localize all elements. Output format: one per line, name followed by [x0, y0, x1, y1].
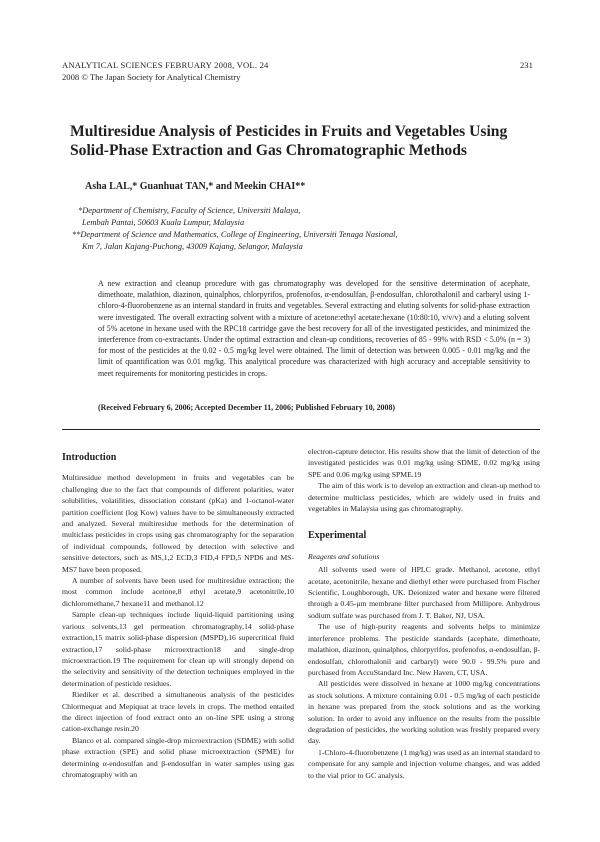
author-list: Asha LAL,* Guanhuat TAN,* and Meekin CHAI**	[85, 181, 306, 192]
received-dates: (Received February 6, 2006; Accepted December 11, 2006; Published February 10, 2008)	[98, 403, 396, 412]
journal-header: ANALYTICAL SCIENCES FEBRUARY 2008, VOL. 24	[62, 60, 269, 70]
page-number: 231	[520, 60, 533, 70]
left-column	[62, 446, 294, 780]
paper-title	[70, 122, 540, 160]
affiliation-1-line-1: *Department of Chemistry, Faculty of Science, Universiti Malaya,	[78, 206, 301, 215]
intro-paragraph-4: Riediker et al. described a simultaneous analysis of the pesticides Chlormequat and Mepiquat at trace levels in crops. The method entailed the direct injection of food extract onto an on-line SPE using a strong cation-exchange resin.20	[62, 690, 294, 734]
experimental-heading: Experimental	[308, 530, 367, 542]
experimental-paragraph-4: 1-Chloro-4-fluorobenzene (1 mg/kg) was used as an internal standard to compensate for any sample and injection volume changes, and was added to the vial prior to GC analysis.	[308, 747, 540, 780]
experimental-paragraph-2: The use of high-purity reagents and solvents helps to minimize interference problems. The pesticide standards (acephate, dimethoate, malathion, diazinon, quinalphos, chlorpyrifos, profenofos, α-endosulfan, β-endosulfan, chlorothalonil and carbaryl) were 90.0 - 99.5% pure and purchased from AccuStandard Inc. New Haven, CT, USA.	[308, 622, 540, 677]
copyright-line: 2008 © The Japan Society for Analytical Chemistry	[62, 72, 241, 82]
affiliation-2-line-2: Km 7, Jalan Kajang-Puchong, 43009 Kajang, Selangor, Malaysia	[82, 241, 303, 251]
introduction-heading: Introduction	[62, 452, 117, 463]
experimental-paragraph-1: All solvents used were of HPLC grade. Methanol, acetone, ethyl acetate, acetonitrile, hexane and diethyl ether were purchased from Fischer Scientific, Loughborough, UK. Deionized water and hexane were filtered through a 0.45-μm membrane filter purchased from Millipore. Anhydrous sodium sulfate was purchased from J. T. Baker, NJ, USA.	[308, 565, 540, 620]
abstract: A new extraction and cleanup procedure with gas chromatography was developed for the sensitive determination of acephate, dimethoate, malathion, diazinon, quinalphos, chlorpyrifos, profenofos, α-endosulfan, β-endosulfan, chlorothalonil and carbaryl using 1-chloro-4-fluorobenzene as an internal standard in fruits and vegetables. Several extracting and eluting solvents for solid-phase extraction were investigated. The overall extracting solvent with a mixture of acetone:ethyl acetate:hexane (10:80:10, v/v/v) and a eluting solvent of 5% acetone in hexane used with the RPC18 cartridge gave the best recovery for all of the investigated pesticides, and minimized the interference from co-extractants. Under the optimal extraction and clean-up conditions, recoveries of 85 - 99% with RSD < 5.0% (n = 3) for most of the pesticides at the 0.02 - 0.5 mg/kg level were obtained. The limit of detection was between 0.005 - 0.01 mg/kg and the limit of quantification was 0.01 mg/kg. This analytical procedure was characterized with high accuracy and acceptable sensitivity to meet requirements for monitoring pesticides in crops.	[98, 279, 530, 378]
reagents-subheading: Reagents and solutions	[308, 551, 380, 561]
intro-paragraph-6: electron-capture detector. His results show that the limit of detection of the investigated pesticides was 0.01 mg/kg using SDME, 0.02 mg/kg using SPE and 0.06 mg/kg using SPME.19	[308, 447, 540, 479]
intro-paragraph-2: A number of solvents have been used for multiresidue extraction; the most common include acetone,8 ethyl acetate,9 acetonitrile,10 dichloromethane,7 hexane11 and methanol.12	[62, 576, 294, 608]
affiliation-1-line-2: Lembah Pantai, 50603 Kuala Lumpur, Malaysia	[82, 217, 245, 227]
title-line-2: Solid-Phase Extraction and Gas Chromatographic Methods	[70, 142, 467, 159]
intro-paragraph-3: Sample clean-up techniques include liquid-liquid partitioning using various solvents,13 gel permeation chromatography,14 solid-phase extraction,15 matrix solid-phase dispersion (MSPD),16 supercritical fluid extraction,17 solid-phase microextraction18 and single-drop microextraction.19 The requirement for clean up will strongly depend on the selectivity and sensitivity of the detection techniques employed in the determination of pesticide residues.	[62, 610, 294, 688]
right-column	[308, 446, 540, 781]
affiliation-2	[72, 229, 398, 252]
section-divider	[62, 429, 540, 430]
title-line-1: Multiresidue Analysis of Pesticides in Fruits and Vegetables Using	[70, 123, 508, 140]
affiliation-2-line-1: **Department of Science and Mathematics, College of Engineering, Universiti Tenaga Nasional,	[72, 230, 398, 239]
experimental-paragraph-3: All pesticides were dissolved in hexane at 1000 mg/kg concentrations as stock solutions. A mixture containing 0.01 - 0.5 mg/kg of each pesticide in hexane was prepared from the stock solutions and as the working solution. In order to avoid any influence on the results from the possible degradation of pesticides, the working solution was freshly prepared every day.	[308, 679, 540, 746]
intro-paragraph-7: The aim of this work is to develop an extraction and clean-up method to determine multiclass pesticides, which are widely used in fruits and vegetables in Malaysia using gas chromatography.	[308, 481, 540, 514]
affiliation-1	[78, 205, 300, 228]
intro-paragraph-5: Blanco et al. compared single-drop microextraction (SDME) with solid phase extraction (SPE) and solid phase microextraction (SPME) for determining α-endosulfan and β-endosulfan in water samples using gas chromatography with an	[62, 735, 294, 779]
intro-paragraph-1: Multiresidue method development in fruits and vegetables can be challenging due to the fact that compounds of different polarities, water solubilities, volatilities, dissociation constant (pKa) and 1-octanol-water partition coefficient (log Kow) values have to be simultaneously extracted and analyzed. Several multiresidue methods for the determination of multiclass pesticides in crops using gas chromatography for the separation of individual compounds, followed by detection with selective and sensitive detectors, such as MS,1,2 ECD,3 FID,4 FPD,5 NPD6 and MS-MS7 have been proposed.	[62, 473, 294, 574]
